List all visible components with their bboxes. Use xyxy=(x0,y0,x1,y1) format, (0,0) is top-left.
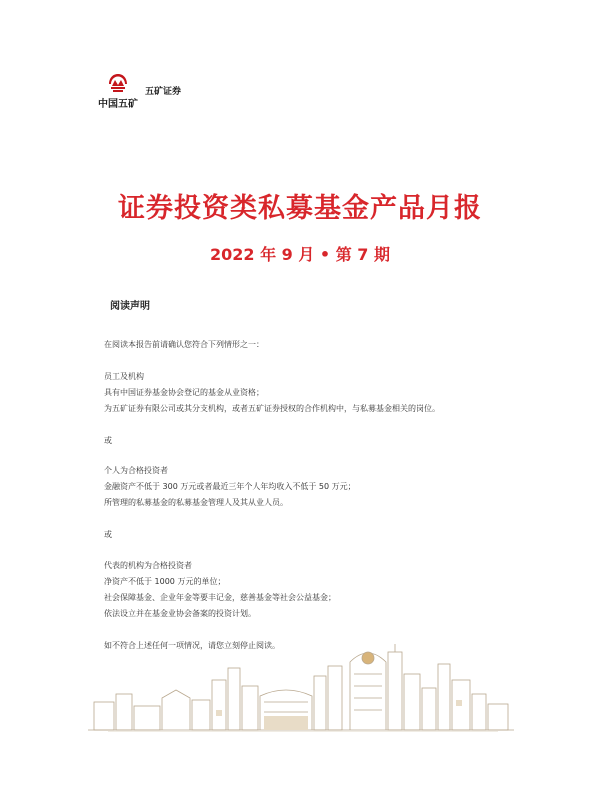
company-logo xyxy=(98,72,208,112)
logo-chinese-name: 中国五矿 xyxy=(98,99,138,110)
logo-securities-name: 五矿证券 xyxy=(145,87,182,97)
minmetals-logo-icon xyxy=(106,72,130,96)
notice-line: 所管理的私募基金的私募基金管理人及其从业人员。 xyxy=(104,498,288,507)
or-separator: 或 xyxy=(104,530,112,539)
notice-line: 为五矿证券有限公司或其分支机构，或者五矿证券授权的合作机构中，与私募基金相关的岗位。 xyxy=(104,404,440,413)
notice-intro: 在阅读本报告前请确认您符合下列情形之一： xyxy=(104,340,264,349)
or-separator: 或 xyxy=(104,436,112,445)
notice-line: 社会保障基金、企业年金等要丰记金，慈善基金等社会公益基金； xyxy=(104,593,336,602)
notice-line: 净资产不低于 1000 万元的单位； xyxy=(104,577,226,586)
notice-line: 金融资产不低于 300 万元或者最近三年个人年均收入不低于 50 万元； xyxy=(104,482,356,491)
report-title: 证券投资类私募基金产品月报 xyxy=(118,193,482,224)
section-title-staff: 员工及机构 xyxy=(104,372,144,381)
report-issue: 2022 年 9 月 • 第 7 期 xyxy=(209,245,391,264)
notice-line: 依法设立并在基金业协会备案的投资计划。 xyxy=(104,609,256,618)
notice-line: 具有中国证券基金协会登记的基金从业资格； xyxy=(104,388,264,397)
section-title-individual: 个人为合格投资者 xyxy=(104,466,168,475)
notice-closing: 如不符合上述任何一项情况，请您立刻停止阅读。 xyxy=(104,641,280,650)
notice-heading: 阅读声明 xyxy=(110,301,150,312)
city-skyline-illustration xyxy=(88,640,514,732)
section-title-institution: 代表的机构为合格投资者 xyxy=(104,561,192,570)
